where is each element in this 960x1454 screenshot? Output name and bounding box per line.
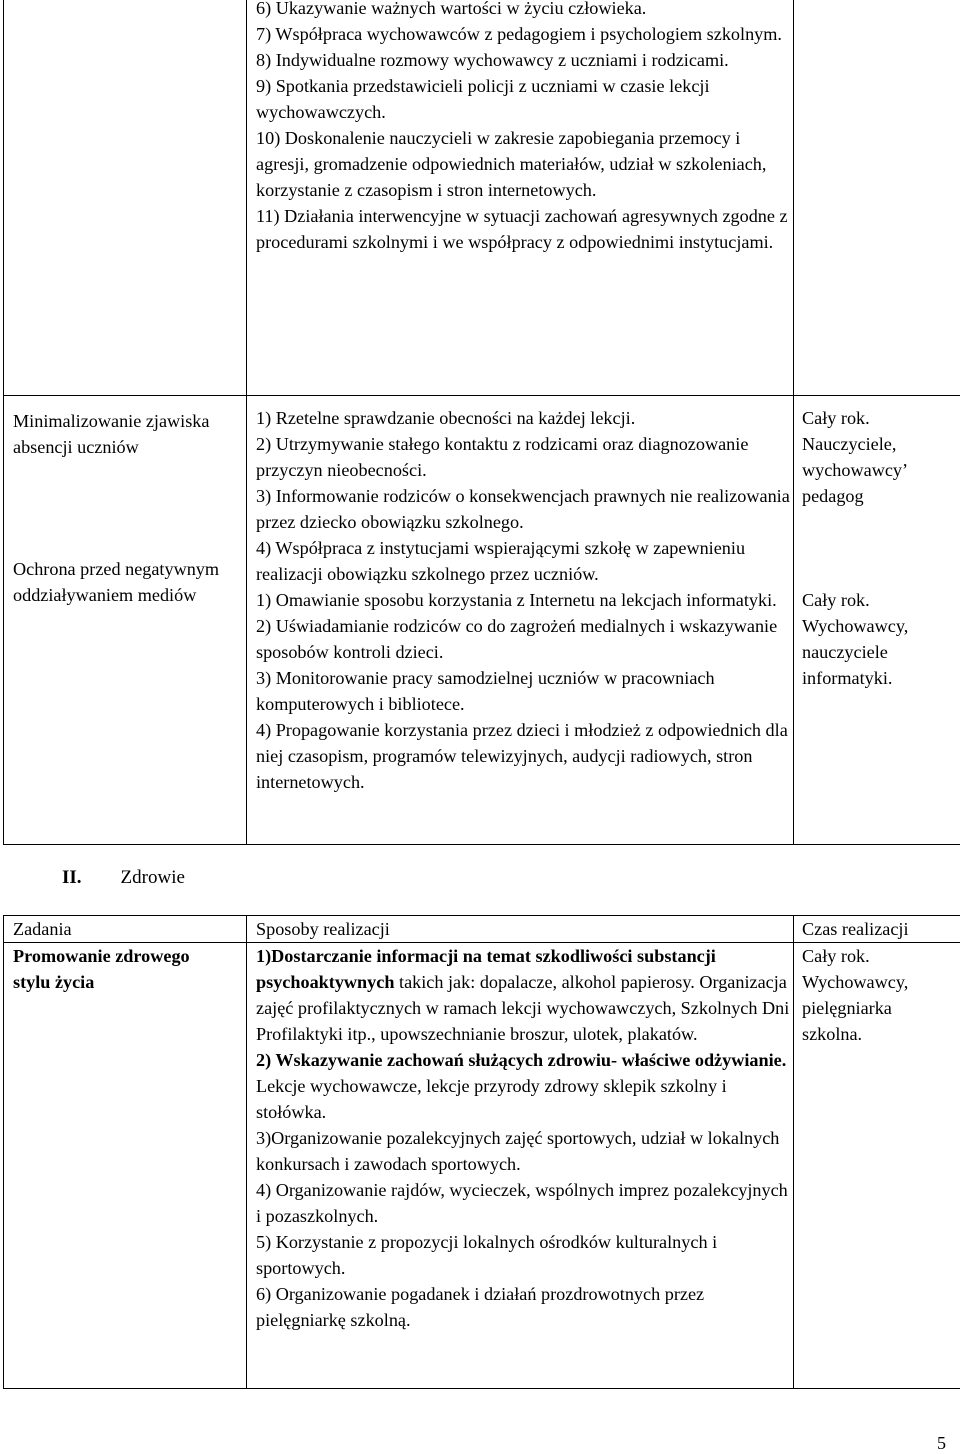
method-item: 4) Propagowanie korzystania przez dzieci i młodzież z odpowiednich dla niej czasopism, programów telewizyjnych, audycji radiowych, stron internetowych. bbox=[256, 717, 793, 795]
task-cell bbox=[4, 943, 247, 1389]
header-time: Czas realizacji bbox=[794, 916, 960, 943]
responsible: Wychowawcy, pielęgniarka szkolna. bbox=[802, 969, 952, 1047]
method-item: 7) Współpraca wychowawców z pedagogiem i psychologiem szkolnym. bbox=[256, 21, 793, 47]
method-emphasis: 2) Wskazywanie zachowań służących zdrowiu- właściwe odżywianie. bbox=[256, 1050, 786, 1070]
method-item: 9) Spotkania przedstawicieli policji z uczniami w czasie lekcji wychowawczych. bbox=[256, 73, 793, 125]
time-period: Cały rok. bbox=[802, 587, 960, 613]
time-period: Cały rok. bbox=[802, 405, 960, 431]
method-item bbox=[256, 1047, 793, 1125]
method-item: 11) Działania interwencyjne w sytuacji zachowań agresywnych zgodne z procedurami szkolnymi i we współpracy z odpowiednimi instytucjami. bbox=[256, 203, 793, 255]
time-cell bbox=[794, 943, 960, 1389]
task-text-line: stylu życia bbox=[13, 969, 244, 995]
table-row bbox=[4, 943, 960, 1389]
task-text-line: Promowanie zdrowego bbox=[13, 943, 244, 969]
task-cell bbox=[4, 396, 247, 845]
task-cell bbox=[4, 0, 247, 396]
responsible: Nauczyciele, wychowawcy’ pedagog bbox=[802, 431, 952, 509]
header-methods: Sposoby realizacji bbox=[247, 916, 794, 943]
method-item: 5) Korzystanie z propozycji lokalnych ośrodków kulturalnych i sportowych. bbox=[256, 1229, 793, 1281]
method-item: 1) Omawianie sposobu korzystania z Internetu na lekcjach informatyki. bbox=[256, 587, 793, 613]
method-item: 6) Ukazywanie ważnych wartości w życiu człowieka. bbox=[256, 0, 793, 21]
method-item: 2) Uświadamianie rodziców co do zagrożeń medialnych i wskazywanie sposobów kontroli dzieci. bbox=[256, 613, 793, 665]
task-absence: Minimalizowanie zjawiska absencji uczniów bbox=[13, 408, 244, 460]
method-item: 2) Utrzymywanie stałego kontaktu z rodzicami oraz diagnozowanie przyczyn nieobecności. bbox=[256, 431, 793, 483]
time-cell bbox=[794, 0, 960, 396]
section-number: II. bbox=[62, 867, 82, 888]
section-title: Zdrowie bbox=[121, 867, 185, 888]
method-item: 3)Organizowanie pozalekcyjnych zajęć sportowych, udział w lokalnych konkursach i zawodach sportowych. bbox=[256, 1125, 793, 1177]
responsible: Wychowawcy, nauczyciele informatyki. bbox=[802, 613, 952, 691]
method-item: 1) Rzetelne sprawdzanie obecności na każdej lekcji. bbox=[256, 405, 793, 431]
method-item: 4) Współpraca z instytucjami wspierającymi szkołę w zapewnieniu realizacji obowiązku szkolnego przez uczniów. bbox=[256, 535, 793, 587]
table-row bbox=[4, 0, 960, 396]
health-table bbox=[3, 915, 960, 1389]
method-item: 3) Monitorowanie pracy samodzielnej uczniów w pracowniach komputerowych i bibliotece. bbox=[256, 665, 793, 717]
methods-cell bbox=[247, 0, 794, 396]
method-item: 8) Indywidualne rozmowy wychowawcy z uczniami i rodzicami. bbox=[256, 47, 793, 73]
method-emphasis: 1)Dostarczanie informacji na temat szkodliwości substancji psychoaktywnych bbox=[256, 946, 716, 992]
method-text: Lekcje wychowawcze, lekcje przyrody zdrowy sklepik szkolny i stołówka. bbox=[256, 1076, 727, 1122]
method-item: 3) Informowanie rodziców o konsekwencjach prawnych nie realizowania przez dziecko obowiązku szkolnego. bbox=[256, 483, 793, 535]
task-media: Ochrona przed negatywnym oddziaływaniem mediów bbox=[13, 556, 244, 608]
time-period: Cały rok. bbox=[802, 943, 960, 969]
methods-cell bbox=[247, 943, 794, 1389]
page-number: 5 bbox=[937, 1432, 946, 1454]
header-task: Zadania bbox=[4, 916, 247, 943]
section-heading bbox=[62, 865, 185, 891]
method-item: 10) Doskonalenie nauczycieli w zakresie zapobiegania przemocy i agresji, gromadzenie odpowiednich materiałów, udział w szkoleniach, korzystanie z czasopism i stron internetowych. bbox=[256, 125, 793, 203]
table-header-row bbox=[4, 916, 960, 943]
measures-table-continued bbox=[3, 0, 960, 845]
time-cell bbox=[794, 396, 960, 845]
method-item bbox=[256, 943, 793, 1047]
method-text: takich jak: dopalacze, alkohol papierosy. Organizacja zajęć profilaktycznych w ramach lekcji wychowawczych, Szkolnych Dni Profilaktyki itp., upowszechnianie broszur, ulotek, plakatów. bbox=[256, 972, 789, 1044]
method-item: 6) Organizowanie pogadanek i działań prozdrowotnych przez pielęgniarkę szkolną. bbox=[256, 1281, 793, 1333]
table-row bbox=[4, 396, 960, 845]
method-item: 4) Organizowanie rajdów, wycieczek, wspólnych imprez pozalekcyjnych i pozaszkolnych. bbox=[256, 1177, 793, 1229]
methods-cell bbox=[247, 396, 794, 845]
